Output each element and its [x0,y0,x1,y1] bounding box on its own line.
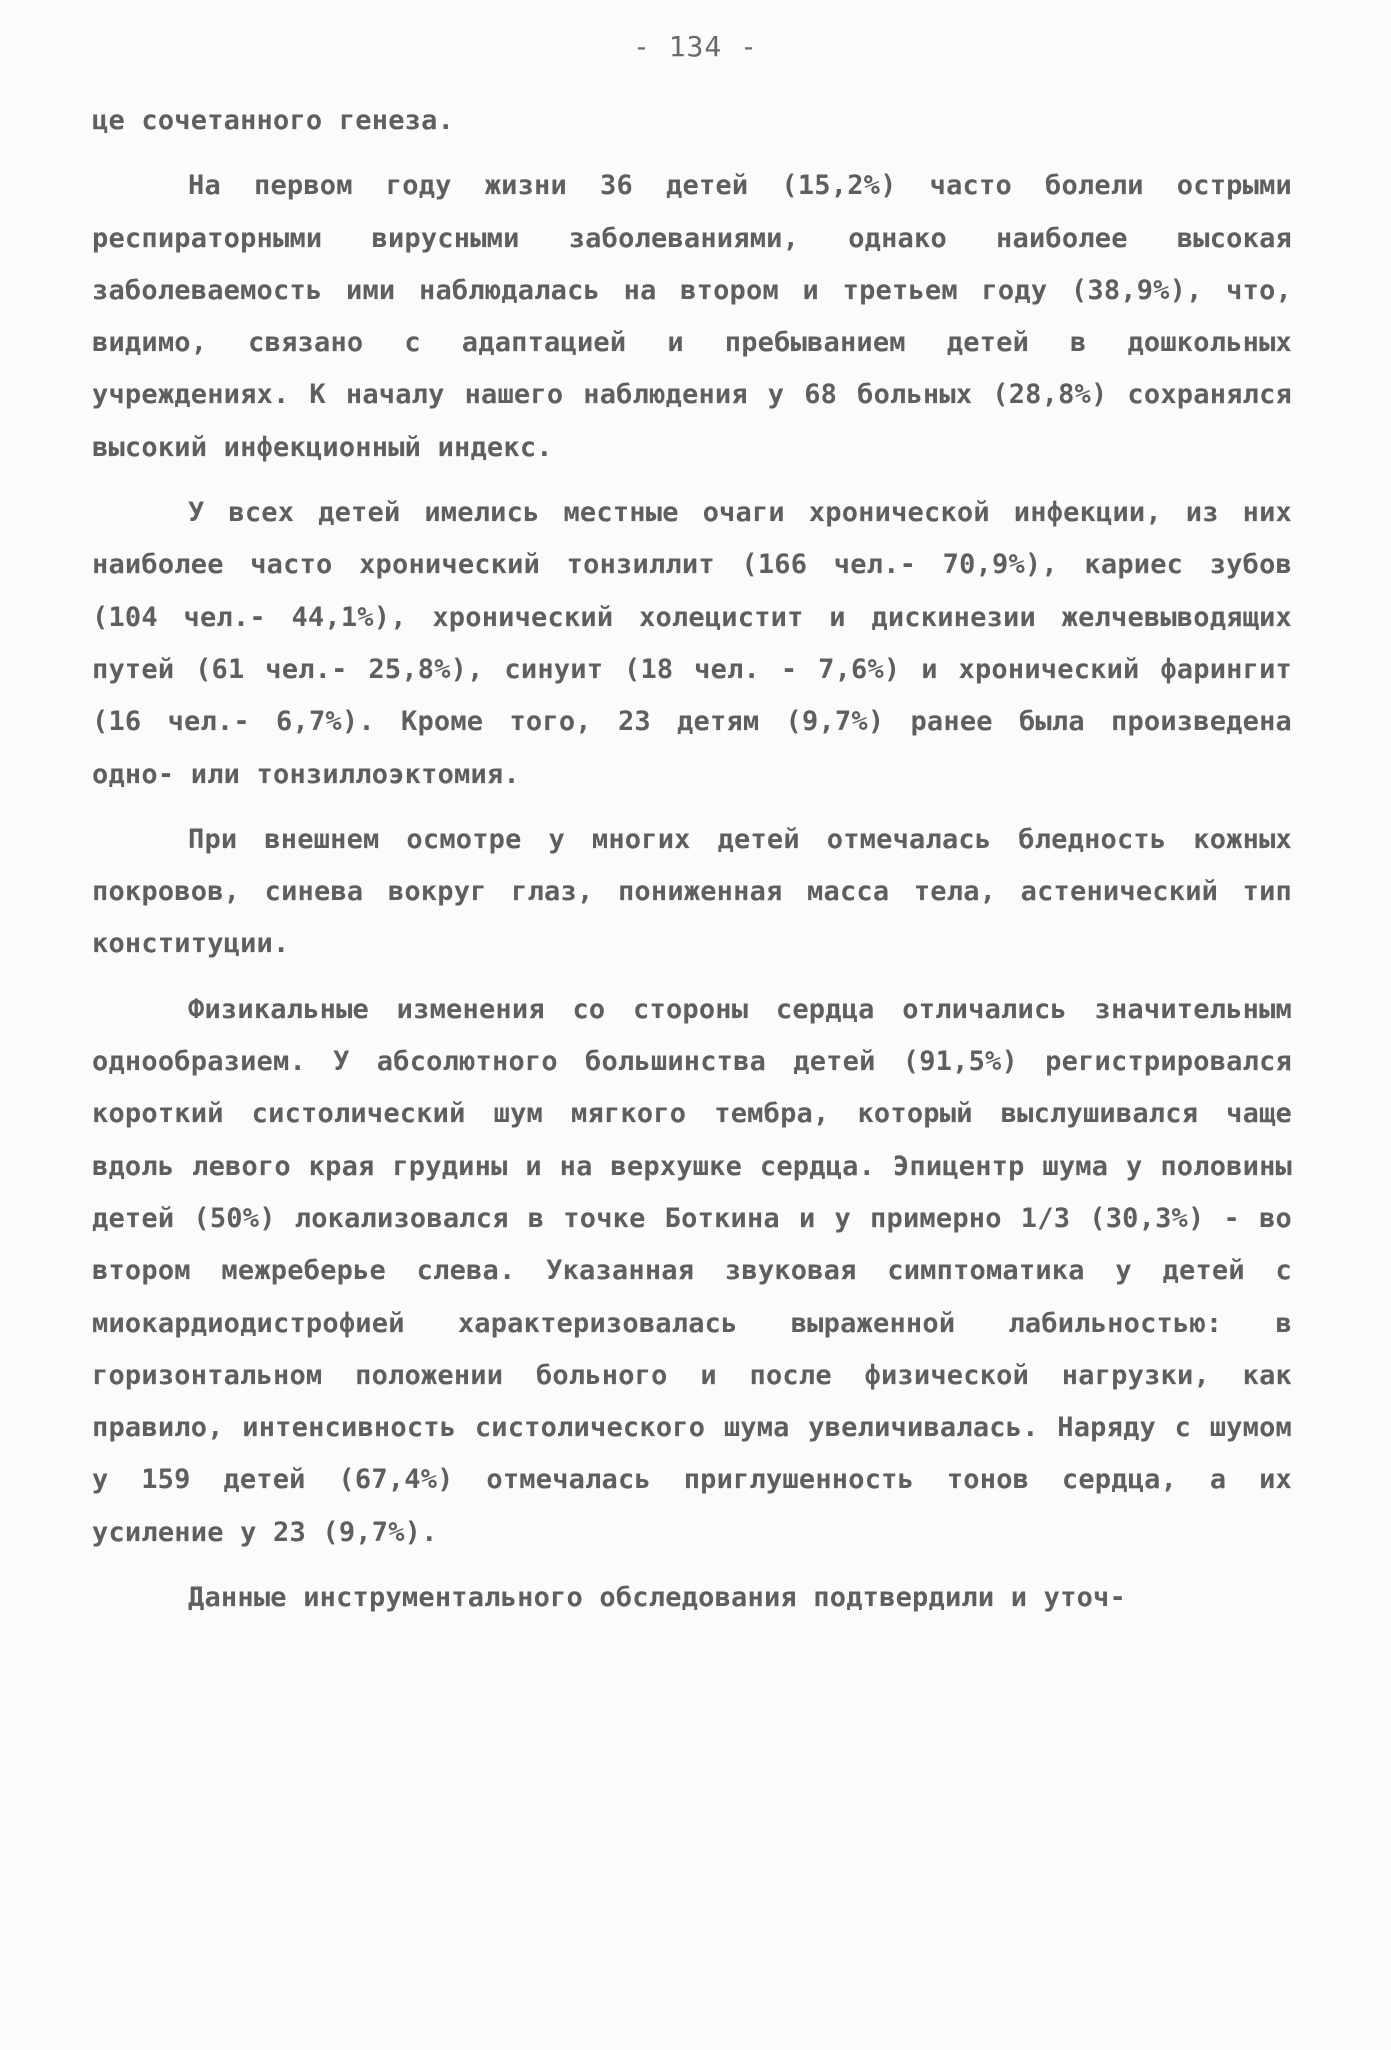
paragraph-continuation: це сочетанного генеза. [92,105,455,136]
paragraph-respiratory-infections: На первом году жизни 36 детей (15,2%) часто болели острыми респираторными вирусными заболеваниями, однако наиболее высокая заболеваемость ими наблюдалась на втором и третьем году (38,9%), что, видимо, связано с адаптацией и пребыванием детей в дошкольных учреждениях. К началу нашего наблюдения у 68 больных (28,8%) сохранялся высокий инфекционный индекс. [92,170,1292,463]
paragraph-instrumental-data: Данные инструментального обследования подтвердили и уточ- [188,1582,1126,1614]
paragraph-chronic-infection-foci: У всех детей имелись местные очаги хронической инфекции, из них наиболее часто хронический тонзиллит (166 чел.- 70,9%), кариес зубов (104 чел.- 44,1%), хронический холецистит и дискинезии желчевыводящих путей (61 чел.- 25,8%), синуит (18 чел. - 7,6%) и хронический фарингит (16 чел.- 6,7%). Кроме того, 23 детям (9,7%) ранее была произведена одно- или тонзиллоэктомия. [92,497,1292,790]
paragraph-external-examination: При внешнем осмотре у многих детей отмечалась бледность кожных покровов, синева вокруг глаз, пониженная масса тела, астенический тип конституции. [92,823,1292,960]
paragraph-cardiac-findings: Физикальные изменения со стороны сердца отличались значительным однообразием. У абсолютного большинства детей (91,5%) регистрировался короткий систолический шум мягкого тембра, который выслушивался чаще вдоль левого края грудины и на верхушке сердца. Эпицентр шума у половины детей (50%) локализовался в точке Боткина и у примерно 1/3 (30,3%) - во втором межреберье слева. Указанная звуковая симптоматика у детей с миокардиодистрофией характеризовалась выраженной лабильностью: в горизонтальном положении больного и после физической нагрузки, как правило, интенсивность систолического шума увеличивалась. Наряду с шумом у 159 детей (67,4%) отмечалась приглушенность тонов сердца, а их усиление у 23 (9,7%). [92,993,1292,1548]
body-text [92,95,1292,1637]
page-number: - 134 - [632,30,758,63]
